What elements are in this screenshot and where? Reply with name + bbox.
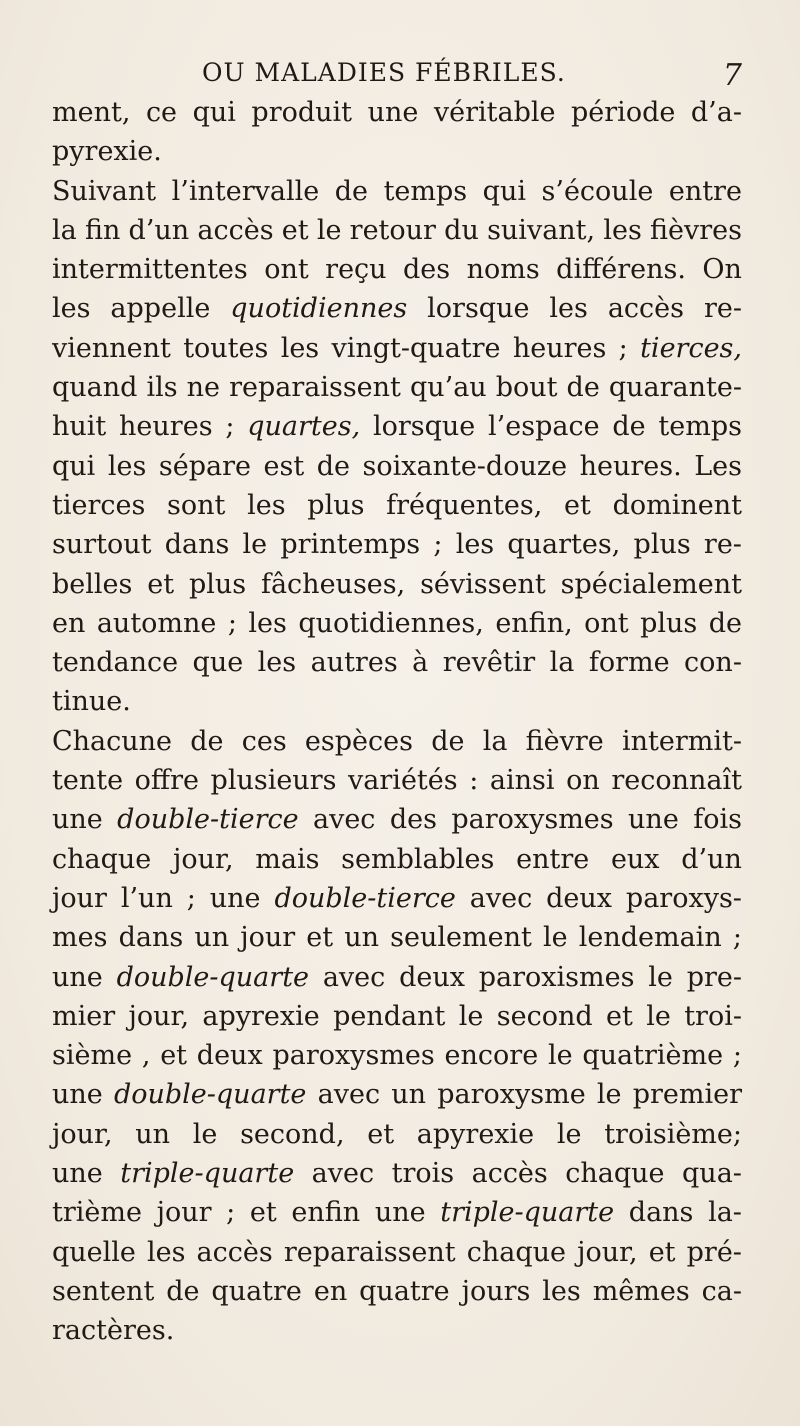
word: dans <box>628 1197 694 1229</box>
word: les <box>247 489 286 521</box>
word: le <box>648 961 673 993</box>
text-line <box>52 250 742 289</box>
word: et <box>306 922 334 954</box>
word: second <box>496 1000 593 1032</box>
word: Suivant <box>52 175 157 207</box>
body-text <box>52 93 742 1351</box>
italic-word: quotidiennes <box>230 293 408 325</box>
word: s’écoule <box>541 175 654 207</box>
page-number: 7 <box>722 58 742 93</box>
word: ; <box>225 411 235 443</box>
word: pendant <box>333 1000 446 1032</box>
text-line <box>52 329 742 368</box>
word: accès <box>607 293 684 325</box>
word: tendance <box>52 647 179 679</box>
word: jour <box>52 882 107 914</box>
word: mier <box>52 1000 116 1032</box>
word: fréquentes, <box>386 489 543 521</box>
word: ce <box>145 97 178 128</box>
word: de <box>708 607 742 639</box>
word: les <box>603 214 642 246</box>
text-line <box>52 604 742 643</box>
word: qu’au <box>409 372 487 404</box>
word: espèces <box>304 725 413 757</box>
word: et <box>160 1040 188 1072</box>
word: entre <box>668 175 742 207</box>
word: paroxysmes <box>272 1040 435 1072</box>
word: chaque <box>466 1236 566 1268</box>
word: ont <box>264 254 309 286</box>
word: est <box>263 450 305 482</box>
word: le <box>547 1040 573 1072</box>
word: avec <box>322 961 386 993</box>
word: plusieurs <box>210 765 337 797</box>
word: autres <box>310 647 398 679</box>
word: l’un <box>120 882 173 914</box>
word: le <box>596 1079 622 1111</box>
word: de <box>431 725 465 757</box>
word: de <box>316 450 350 482</box>
word: revêtir <box>442 647 536 679</box>
word: apyrexie <box>416 1118 535 1150</box>
word: ils <box>146 372 178 404</box>
word: jours <box>461 1275 531 1307</box>
word: jour <box>240 922 296 954</box>
word: jour, <box>128 1000 190 1032</box>
word: période <box>571 97 676 128</box>
word: des <box>389 804 437 836</box>
word: pyrexie. <box>52 136 162 168</box>
word: temps <box>658 411 742 443</box>
word: la- <box>708 1197 742 1229</box>
word: trois <box>391 1158 455 1190</box>
text-line <box>52 840 742 879</box>
word: une <box>52 1079 103 1111</box>
word: tinue. <box>52 686 131 718</box>
word: le <box>458 1000 484 1032</box>
word: On <box>702 254 742 286</box>
word: sépare <box>158 450 251 482</box>
word: à <box>412 647 429 679</box>
word: produit <box>251 97 353 128</box>
word: eux <box>610 843 660 875</box>
word: ca- <box>701 1275 742 1307</box>
word: automne <box>96 607 217 639</box>
text-line <box>52 958 742 997</box>
word: les <box>280 332 320 364</box>
word: seulement <box>390 922 532 954</box>
word: fièvres <box>650 214 742 246</box>
word: forme <box>588 647 670 679</box>
word: ractères. <box>52 1315 175 1347</box>
word: d’un <box>128 214 190 246</box>
word: mes <box>52 922 108 954</box>
italic-word: triple-quarte <box>120 1158 295 1190</box>
word: ; <box>618 332 628 364</box>
word: le <box>192 1118 218 1150</box>
word: fin <box>84 214 121 246</box>
word: fâcheuses, <box>260 568 406 600</box>
word: que <box>192 647 244 679</box>
word: second, <box>240 1118 345 1150</box>
word: heures <box>512 332 607 364</box>
text-line <box>52 682 742 721</box>
text-line <box>52 407 742 446</box>
text-line <box>52 1311 742 1350</box>
word: une <box>374 1197 426 1229</box>
word: le <box>556 1118 582 1150</box>
word: le <box>316 214 342 246</box>
word: qui <box>52 450 96 482</box>
word: Les <box>694 450 742 482</box>
word: ; <box>227 607 237 639</box>
word: sième <box>52 1040 133 1072</box>
word: deux <box>546 882 613 914</box>
word: re- <box>703 293 742 325</box>
text-line <box>52 879 742 918</box>
word: intermittentes <box>52 254 248 286</box>
word: deux <box>399 961 465 993</box>
word: reconnaît <box>611 765 742 797</box>
word: les <box>257 647 297 679</box>
word: offre <box>134 765 199 797</box>
word: plus <box>307 489 365 521</box>
word: une <box>628 804 679 836</box>
word: plus <box>633 529 691 561</box>
word: du <box>444 214 479 246</box>
word: quatrième <box>582 1040 724 1072</box>
word: mais <box>255 843 320 875</box>
word: toutes <box>183 332 269 364</box>
word: temps <box>383 175 468 207</box>
word: de <box>190 725 224 757</box>
word: enfin, <box>495 607 573 639</box>
word: reparaissent <box>229 372 401 404</box>
word: ces <box>241 725 287 757</box>
text-line <box>52 368 742 407</box>
word: des <box>403 254 451 286</box>
italic-word: quartes, <box>247 411 361 443</box>
word: un <box>194 922 230 954</box>
word: tente <box>52 765 124 797</box>
word: on <box>566 765 600 797</box>
word: les <box>549 293 588 325</box>
word: sentent <box>52 1275 155 1307</box>
word: et <box>564 489 591 521</box>
italic-word: double-tierce <box>274 882 456 914</box>
word: l’espace <box>488 411 600 443</box>
word: bout <box>495 372 558 404</box>
text-line <box>52 447 742 486</box>
word: pré- <box>686 1236 742 1268</box>
word: trième <box>52 1197 142 1229</box>
word: pre- <box>686 961 742 993</box>
word: quartes, <box>507 529 621 561</box>
word: avec <box>311 1158 375 1190</box>
word: re- <box>703 529 742 561</box>
text-line <box>52 722 742 761</box>
word: chaque <box>52 843 152 875</box>
word: quatre <box>359 1275 450 1307</box>
word: quatre <box>211 1275 302 1307</box>
word: d’un <box>681 843 742 875</box>
word: tierces <box>52 489 146 521</box>
word: intermit- <box>622 725 742 757</box>
word: plus <box>640 607 698 639</box>
word: la <box>52 214 77 246</box>
word: troi- <box>684 1000 742 1032</box>
word: premier <box>632 1079 742 1111</box>
word: suivant, <box>487 214 596 246</box>
word: de <box>334 175 369 207</box>
word: reparaissent <box>283 1236 456 1268</box>
word: et <box>147 568 175 600</box>
word: les <box>52 293 91 325</box>
word: retour <box>349 214 436 246</box>
word: qua- <box>682 1158 742 1190</box>
word: en <box>52 607 86 639</box>
word: et <box>606 1000 633 1032</box>
word: enfin <box>291 1197 361 1229</box>
text-line <box>52 289 742 328</box>
word: un <box>135 1118 171 1150</box>
word: quarante- <box>608 372 742 404</box>
word: avec <box>317 1079 381 1111</box>
word: ne <box>186 372 221 404</box>
word: chaque <box>565 1158 665 1190</box>
word: lorsque <box>427 293 530 325</box>
word: ; <box>226 1197 236 1229</box>
word: con- <box>684 647 742 679</box>
word: jour <box>156 1197 212 1229</box>
word: avec <box>312 804 376 836</box>
text-line <box>52 800 742 839</box>
word: ; <box>732 922 742 954</box>
word: la <box>482 725 508 757</box>
word: quotidiennes, <box>298 607 484 639</box>
word: une <box>52 804 103 836</box>
text-line <box>52 1075 742 1114</box>
word: huit <box>52 411 107 443</box>
word: lorsque <box>372 411 476 443</box>
page-header <box>52 50 742 94</box>
word: ; <box>186 882 196 914</box>
word: une <box>209 882 261 914</box>
word: troisième; <box>604 1118 742 1150</box>
italic-word: triple-quarte <box>440 1197 615 1229</box>
word: spécialement <box>560 568 742 600</box>
word: apyrexie <box>202 1000 320 1032</box>
word: les <box>455 529 495 561</box>
word: variétés <box>348 765 458 797</box>
word: sont <box>167 489 226 521</box>
word: le <box>542 922 568 954</box>
word: reçu <box>325 254 387 286</box>
italic-word: tierces, <box>640 332 742 364</box>
text-line <box>52 997 742 1036</box>
text-line <box>52 1036 742 1075</box>
text-line <box>52 1154 742 1193</box>
word: et <box>367 1118 395 1150</box>
word: soixante-douze <box>362 450 568 482</box>
word: de <box>612 411 646 443</box>
word: entre <box>516 843 590 875</box>
word: en <box>313 1275 348 1307</box>
word: paroxysme <box>437 1079 586 1111</box>
text-line <box>52 761 742 800</box>
word: dans <box>164 529 230 561</box>
word: printemps <box>280 529 421 561</box>
text-line <box>52 1193 742 1232</box>
word: Chacune <box>52 725 173 757</box>
word: sévissent <box>420 568 546 600</box>
word: avec <box>469 882 533 914</box>
word: d’a- <box>690 97 742 128</box>
italic-word: double-tierce <box>117 804 299 836</box>
word: belles <box>52 568 133 600</box>
word: différens. <box>556 254 686 286</box>
word: plus <box>188 568 247 600</box>
word: heures <box>119 411 213 443</box>
word: deux <box>196 1040 263 1072</box>
running-head: OU MALADIES FÉBRILES. <box>202 58 566 87</box>
word: quand <box>52 372 138 404</box>
word: accès <box>197 214 274 246</box>
word: jour, <box>172 843 234 875</box>
word: et <box>249 1197 277 1229</box>
word: ment, <box>52 97 131 128</box>
word: : <box>469 765 479 797</box>
word: viennent <box>52 332 171 364</box>
text-line <box>52 918 742 957</box>
word: ainsi <box>489 765 555 797</box>
word: heures. <box>579 450 682 482</box>
word: accès <box>196 1236 273 1268</box>
word: les <box>146 1236 186 1268</box>
word: fièvre <box>525 725 604 757</box>
word: dans <box>118 922 184 954</box>
word: les <box>248 607 287 639</box>
text-line <box>52 93 742 132</box>
word: accès <box>471 1158 548 1190</box>
word: lendemain <box>578 922 722 954</box>
word: appelle <box>110 293 211 325</box>
word: qui <box>192 97 236 128</box>
word: véritable <box>433 97 556 128</box>
text-line <box>52 486 742 525</box>
word: semblables <box>341 843 495 875</box>
word: et <box>281 214 309 246</box>
word: ont <box>584 607 629 639</box>
text-line <box>52 643 742 682</box>
word: , <box>141 1040 151 1072</box>
word: paroxysmes <box>451 804 614 836</box>
word: paroxismes <box>478 961 635 993</box>
word: ; <box>433 529 443 561</box>
word: qui <box>482 175 526 207</box>
word: surtout <box>52 529 152 561</box>
text-line <box>52 132 742 171</box>
word: vingt-quatre <box>331 332 501 364</box>
word: une <box>367 97 419 128</box>
word: le <box>646 1000 671 1032</box>
word: noms <box>466 254 540 286</box>
text-line <box>52 525 742 564</box>
word: paroxys- <box>625 882 742 914</box>
word: jour, <box>577 1236 638 1268</box>
word: quelle <box>52 1236 136 1268</box>
text-line <box>52 1115 742 1154</box>
word: une <box>52 1158 103 1190</box>
word: encore <box>444 1040 539 1072</box>
text-line <box>52 1233 742 1272</box>
word: un <box>391 1079 427 1111</box>
word: les <box>542 1275 581 1307</box>
italic-word: double-quarte <box>113 1079 307 1111</box>
word: mêmes <box>592 1275 690 1307</box>
text-line <box>52 211 742 250</box>
word: ; <box>732 1040 742 1072</box>
text-line <box>52 1272 742 1311</box>
word: un <box>344 922 380 954</box>
word: et <box>648 1236 676 1268</box>
word: de <box>566 372 600 404</box>
word: jour, <box>52 1118 113 1150</box>
text-line <box>52 172 742 211</box>
italic-word: double-quarte <box>116 961 310 993</box>
word: l’intervalle <box>171 175 320 207</box>
word: une <box>52 961 103 993</box>
word: dominent <box>612 489 742 521</box>
word: les <box>107 450 147 482</box>
text-line <box>52 565 742 604</box>
word: le <box>242 529 268 561</box>
word: la <box>549 647 575 679</box>
word: fois <box>693 804 742 836</box>
word: de <box>166 1275 200 1307</box>
